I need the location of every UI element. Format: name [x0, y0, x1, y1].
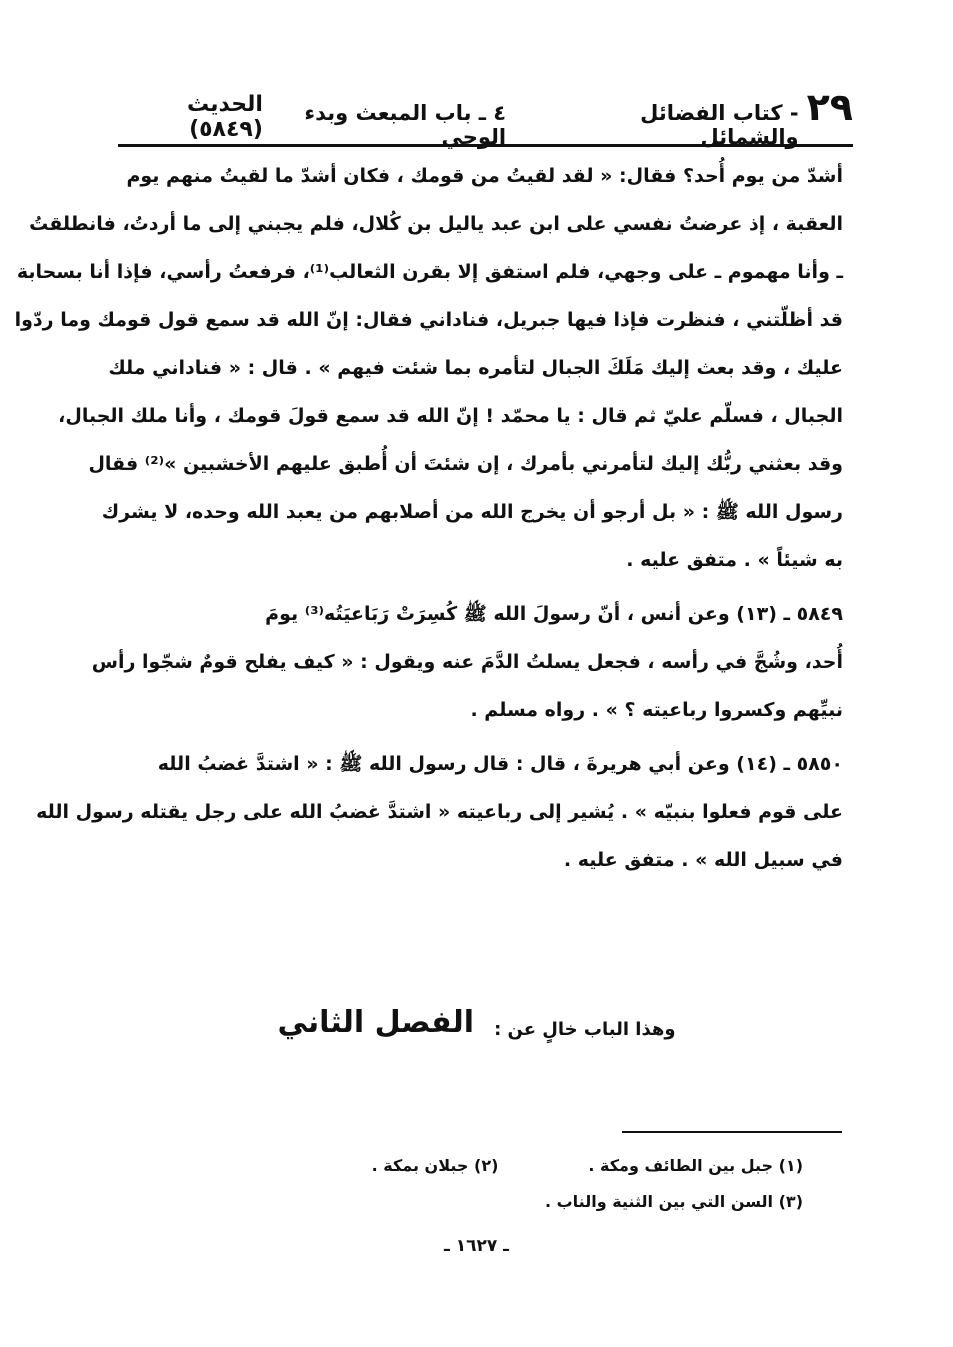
footnote-1: (١) جبل بين الطائف ومكة . — [588, 1156, 803, 1175]
text-line: الجبال ، فسلّم عليّ ثم قال : يا محمّد ! إنّ الله قد سمع قولَ قومك ، وأنا ملك الجبال، — [58, 405, 843, 427]
header-right — [263, 85, 853, 149]
footnote-row — [330, 1148, 803, 1184]
header-left — [120, 92, 263, 142]
text-line: عليك ، وقد بعث إليك مَلَكَ الجبال لتأمره بما شئت فيهم » . قال : « فناداني ملك — [108, 357, 843, 379]
header-hadith-ref: الحديث (٥٨٤٩) — [186, 92, 263, 142]
text-line: وقد بعثني ربُّك إليك لتأمرني بأمرك ، إن شئتَ أن أُطبق عليهم الأخشبين »⁽²⁾ فقال — [88, 453, 843, 475]
text-line: رسول الله ﷺ : « بل أرجو أن يخرج الله من أصلابهم من يعبد الله وحده، لا يشرك — [101, 501, 843, 523]
header-page-number: ٢٩ — [806, 85, 853, 129]
footnote-row — [330, 1184, 803, 1220]
text-line: على قوم فعلوا بنبيّه » . يُشير إلى رباعيته « اشتدَّ غضبُ الله على رجل يقتله رسول الله — [36, 801, 843, 823]
section-note: وهذا الباب خالٍ عن : — [494, 1019, 676, 1040]
footnote-rule — [622, 1131, 842, 1133]
main-text — [14, 152, 843, 884]
text-line: به شيئاً » . متفق عليه . — [626, 549, 843, 571]
text-line: أشدّ من يوم أُحد؟ فقال: « لقد لقيتُ من قومك ، فكان أشدّ ما لقيتُ منهم يوم — [126, 165, 843, 187]
text-line: في سبيل الله » . متفق عليه . — [563, 849, 843, 871]
text-line: ـ وأنا مهموم ـ على وجهي، فلم استفق إلا بقرن الثعالب⁽¹⁾، فرفعتُ رأسي، فإذا أنا بسحابة — [16, 261, 843, 283]
page-number: ـ ١٦٢٧ ـ — [444, 1236, 509, 1256]
text-line: العقبة ، إذ عرضتُ نفسي على ابن عبد ياليل بن كُلال، فلم يجبني إلى ما أردتُ، فانطلقتُ — [29, 213, 843, 235]
text-line: نبيِّهم وكسروا رباعيته ؟ » . رواه مسلم . — [470, 699, 843, 721]
header-chapter-title: ٤ ـ باب المبعث وبدء الوحي — [304, 101, 507, 149]
running-header — [120, 85, 853, 149]
section-title: الفصل الثاني — [277, 1005, 475, 1040]
text-line: ٥٨٤٩ ـ (١٣) وعن أنس ، أنّ رسولَ الله ﷺ كُسِرَتْ رَبَاعيَتُه⁽³⁾ يومَ — [265, 603, 843, 625]
footnote-2: (٢) جبلان بمكة . — [371, 1156, 499, 1175]
header-rule — [118, 144, 853, 147]
section-heading — [260, 970, 693, 1040]
hadith-5850 — [36, 740, 843, 884]
header-book-title: - كتاب الفضائل والشمائل — [640, 101, 799, 149]
text-line: قد أظلّتني ، فنظرت فإذا فيها جبريل، فناداني فقال: إنّ الله قد سمع قول قومك وما ردّوا — [14, 309, 843, 331]
footnote-3: (٣) السن التي بين الثنية والناب . — [544, 1192, 803, 1211]
footnotes — [330, 1148, 803, 1220]
hadith-5849 — [91, 590, 843, 734]
paragraph-1 — [14, 152, 843, 584]
text-line: ٥٨٥٠ ـ (١٤) وعن أبي هريرةَ ، قال : قال رسول الله ﷺ : « اشتدَّ غضبُ الله — [157, 753, 843, 775]
text-line: أُحد، وشُجَّ في رأسه ، فجعل يسلتُ الدَّمَ عنه ويقول : « كيف يفلح قومٌ شجّوا رأس — [91, 651, 843, 673]
